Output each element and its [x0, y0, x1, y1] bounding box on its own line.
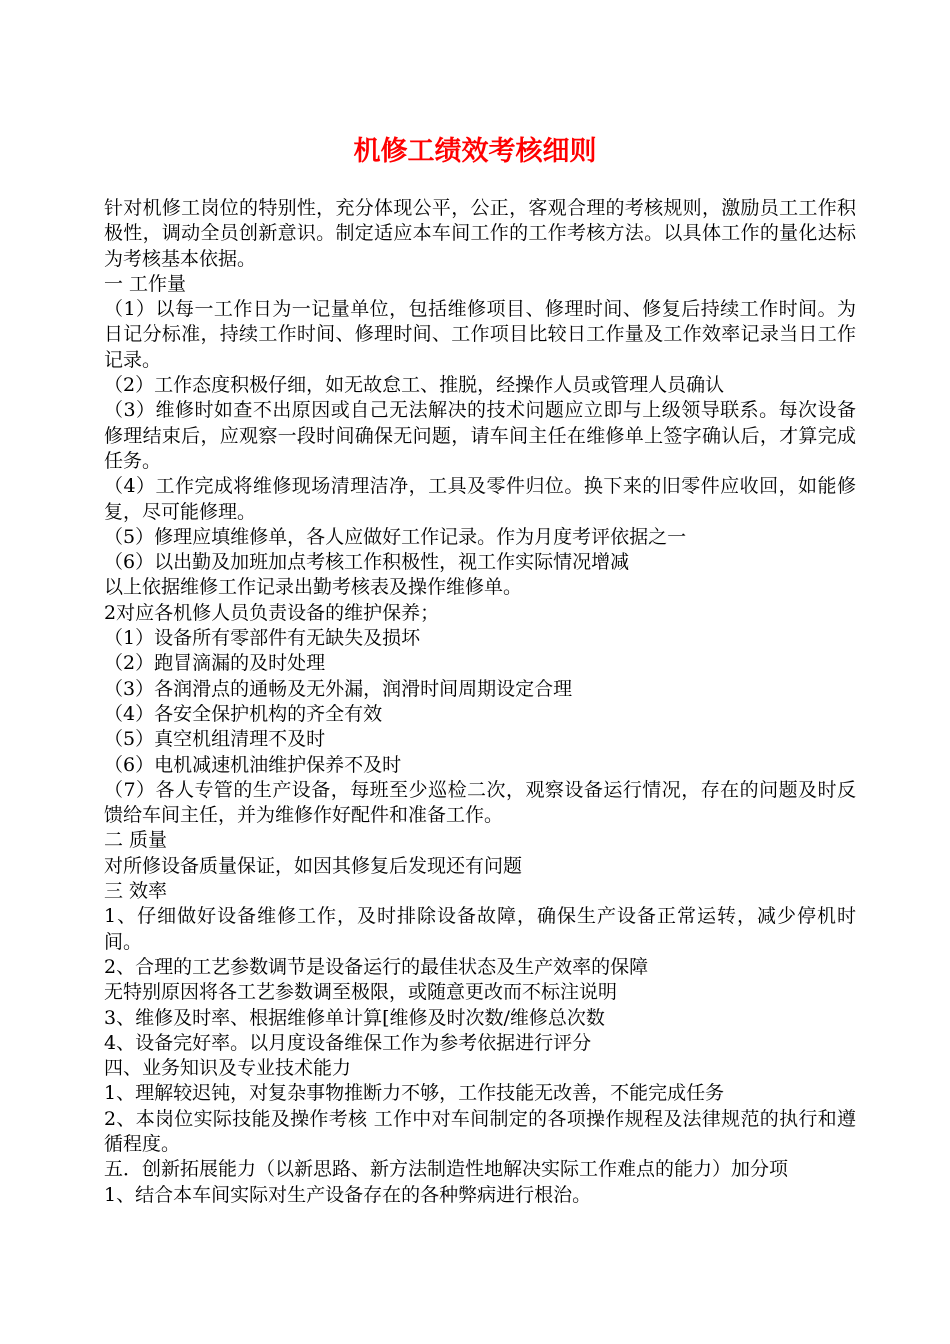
- section-heading-knowledge: 四、业务知识及专业技术能力: [104, 1057, 352, 1080]
- section-heading-efficiency: 三 效率: [104, 880, 168, 903]
- list-item: 2、本岗位实际技能及操作考核 工作中对车间制定的各项操作规程及法律规范的执行和遵循程度。: [104, 1107, 856, 1155]
- section-heading-innovation: 五．创新拓展能力（以新思路、新方法制造性地解决实际工作难点的能力）加分项: [104, 1158, 789, 1181]
- list-item: （7）各人专管的生产设备，每班至少巡检二次，观察设备运行情况，存在的问题及时反馈给车间主任，并为维修作好配件和准备工作。: [104, 778, 856, 827]
- list-item: （2）工作态度积极仔细，如无故怠工、推脱，经操作人员或管理人员确认: [104, 374, 725, 397]
- list-item: （6）电机减速机油维护保养不及时: [104, 753, 402, 776]
- list-item: （6）以出勤及加班加点考核工作积极性，视工作实际情况增减: [104, 551, 630, 574]
- section-heading-quality: 二 质量: [104, 829, 168, 852]
- body-paragraph: 以上依据维修工作记录出勤考核表及操作维修单。: [104, 576, 523, 599]
- section-heading-workload: 一 工作量: [104, 272, 187, 295]
- subsection-heading-maintenance: 2对应各机修人员负责设备的维护保养；: [104, 601, 440, 624]
- list-item: 1、结合本车间实际对生产设备存在的各种弊病进行根治。: [104, 1183, 592, 1206]
- list-item: （4）各安全保护机构的齐全有效: [104, 702, 383, 725]
- list-item: 3、维修及时率、根据维修单计算[维修及时次数/维修总次数: [104, 1006, 605, 1029]
- body-paragraph: 无特别原因将各工艺参数调至极限，或随意更改而不标注说明: [104, 981, 618, 1004]
- document-title: 机修工绩效考核细则: [353, 136, 597, 167]
- body-paragraph: 对所修设备质量保证，如因其修复后发现还有问题: [104, 854, 523, 877]
- list-item: （2）跑冒滴漏的及时处理: [104, 652, 326, 675]
- document-body: [104, 196, 856, 1208]
- list-item: （1）设备所有零部件有无缺失及损坏: [104, 627, 421, 650]
- list-item: 2、合理的工艺参数调节是设备运行的最佳状态及生产效率的保障: [104, 955, 649, 978]
- list-item: （4）工作完成将维修现场清理洁净，工具及零件归位。换下来的旧零件应收回，如能修复，尽可能修理。: [104, 475, 856, 523]
- list-item: 1、仔细做好设备维修工作，及时排除设备故障，确保生产设备正常运转，减少停机时间。: [104, 905, 856, 953]
- list-item: （1）以每一工作日为一记量单位，包括维修项目、修理时间、修复后持续工作时间。为日记分标准，持续工作时间、修理时间、工作项目比较日工作量及工作效率记录当日工作记录。: [104, 298, 856, 371]
- list-item: （5）修理应填维修单，各人应做好工作记录。作为月度考评依据之一: [104, 525, 687, 548]
- list-item: （3）维修时如查不出原因或自己无法解决的技术问题应立即与上级领导联系。每次设备修理结束后，应观察一段时间确保无问题，请车间主任在维修单上签字确认后，才算完成任务。: [104, 399, 856, 472]
- list-item: （5）真空机组清理不及时: [104, 728, 326, 751]
- intro-paragraph: 针对机修工岗位的特别性，充分体现公平，公正，客观合理的考核规则，激励员工工作积极性，调动全员创新意识。制定适应本车间工作的工作考核方法。以具体工作的量化达标为考核基本依据。: [104, 197, 856, 270]
- list-item: 1、理解较迟钝，对复杂事物推断力不够，工作技能无改善，不能完成任务: [104, 1082, 725, 1105]
- list-item: 4、设备完好率。以月度设备维保工作为参考依据进行评分: [104, 1031, 592, 1054]
- list-item: （3）各润滑点的通畅及无外漏，润滑时间周期设定合理: [104, 677, 573, 700]
